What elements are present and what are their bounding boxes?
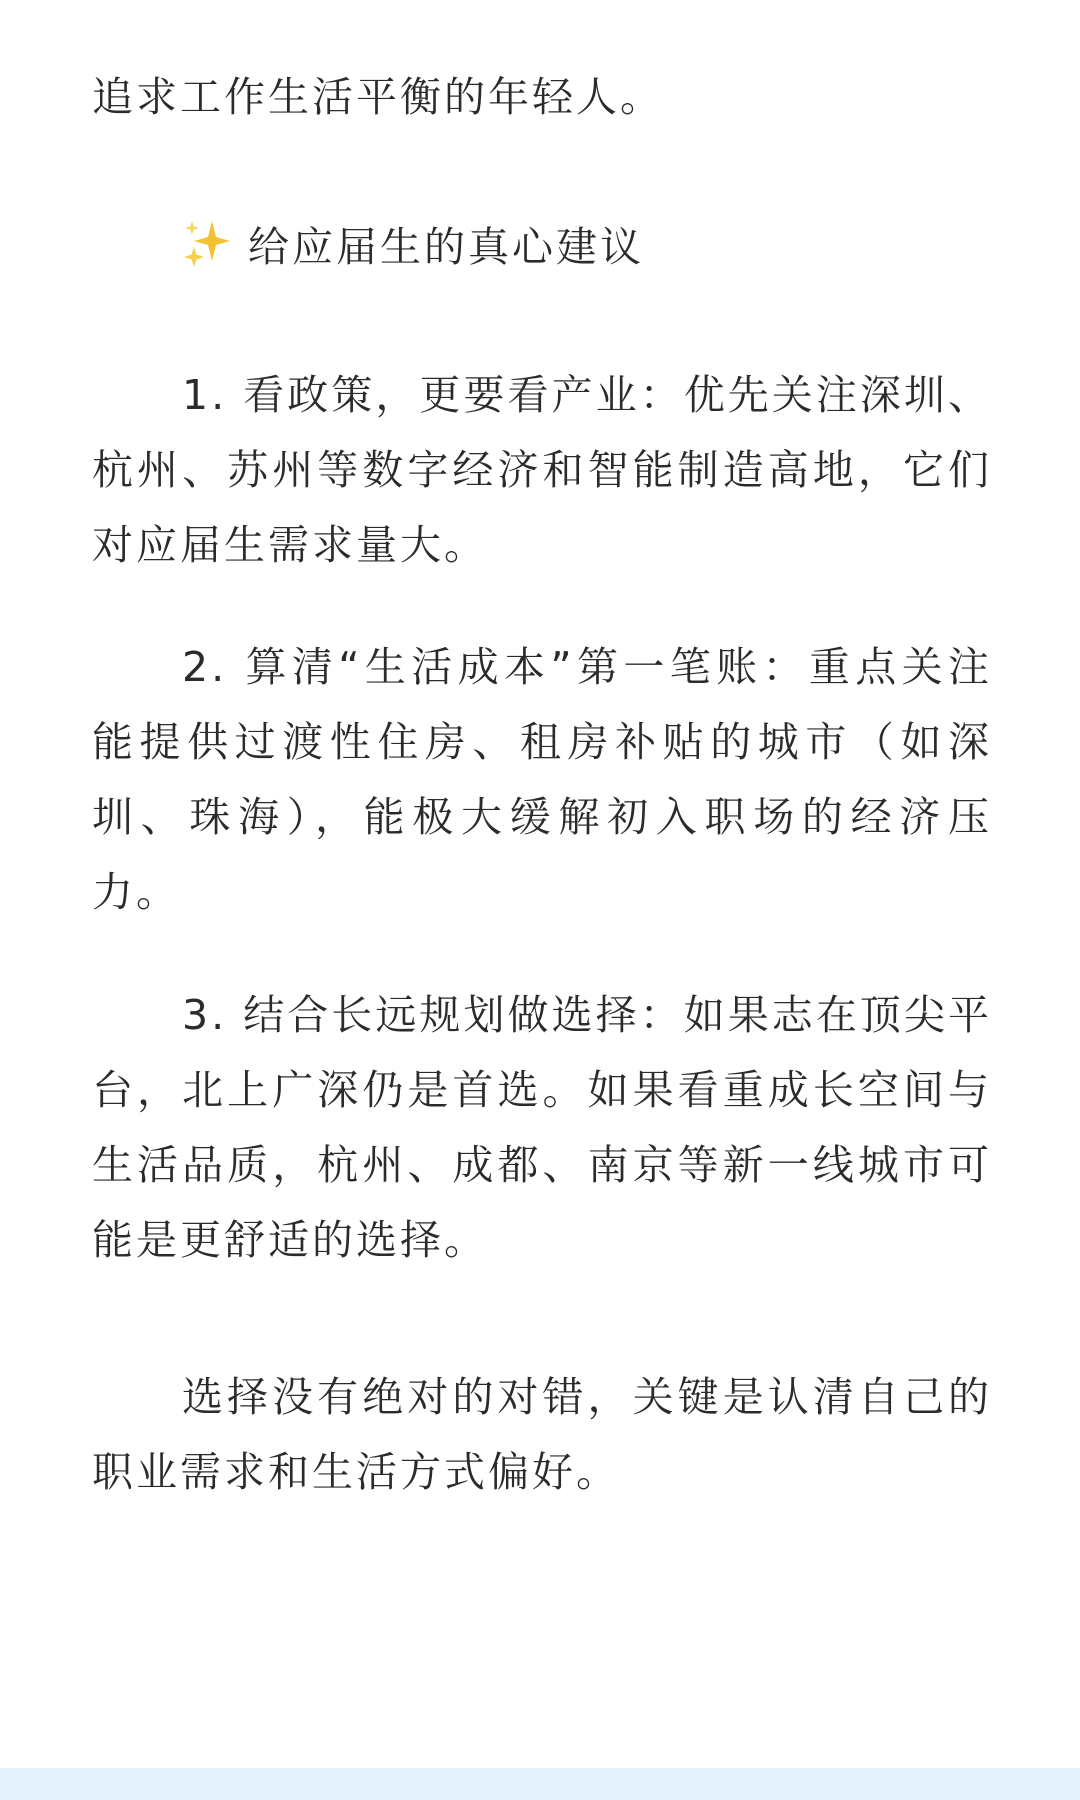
intro-tail-paragraph: 追求工作生活平衡的年轻人。 <box>92 73 664 121</box>
sparkles-icon <box>182 217 234 269</box>
conclusion-paragraph: 选择没有绝对的对错，关键是认清自己的职业需求和生活方式偏好。 <box>92 1373 992 1496</box>
advice-item-2: 2. 算清“生活成本”第一笔账：重点关注能提供过渡性住房、租房补贴的城市（如深圳、珠海），能极大缓解初入职场的经济压力。 <box>92 643 992 916</box>
advice-heading-text: 给应届生的真心建议 <box>248 223 644 271</box>
advice-heading <box>182 210 644 285</box>
advice-item-3: 3. 结合长远规划做选择：如果志在顶尖平台，北上广深仍是首选。如果看重成长空间与生活品质，杭州、成都、南京等新一线城市可能是更舒适的选择。 <box>92 991 992 1264</box>
advice-item-1: 1. 看政策，更要看产业：优先关注深圳、杭州、苏州等数字经济和智能制造高地，它们对应届生需求量大。 <box>92 371 992 569</box>
bottom-band <box>0 1768 1080 1800</box>
